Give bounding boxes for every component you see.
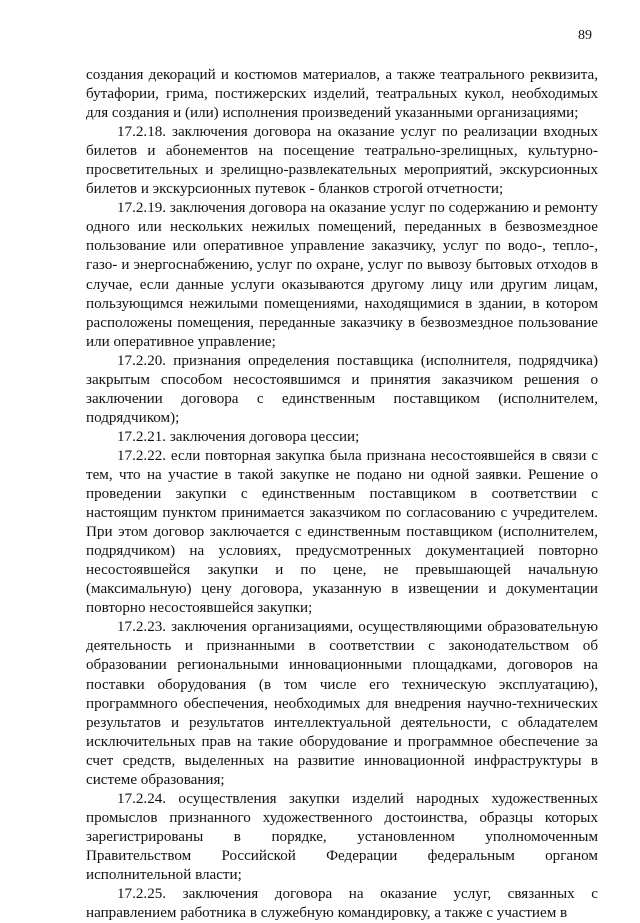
paragraph-continuation: создания декораций и костюмов материалов, а также театрального реквизита, бутафории, грима, постижерских изделий, театральных кукол, необходимых для создания и (или) исполнения произведений указанными организациями;	[86, 67, 598, 122]
paragraph-17-2-19: 17.2.19. заключения договора на оказание услуг по содержанию и ремонту одного или нескольких нежилых помещений, переданных в безвозмездное пользование или оперативное управление заказчику, услуг по водо-, тепло-, газо- и энергоснабжению, услуг по охране, услуг по вывозу бытовых отходов в случае, если данные услуги оказываются другому лицу или другим лицам, пользующимся нежилыми помещениями, находящимися в здании, в котором расположены помещения, переданные заказчику в безвозмездное пользование или оперативное управление;	[86, 200, 598, 350]
document-body	[86, 66, 598, 923]
paragraph-17-2-18: 17.2.18. заключения договора на оказание услуг по реализации входных билетов и абонементов на посещение театрально-зрелищных, культурно-просветительных и зрелищно-развлекательных мероприятий, экскурсионных билетов и экскурсионных путевок - бланков строгой отчетности;	[86, 124, 598, 198]
page-number: 89	[578, 28, 592, 43]
paragraph-17-2-24: 17.2.24. осуществления закупки изделий народных художественных промыслов признанного художественного достоинства, образцы которых зарегистрированы в порядке, установленном уполномоченным Правительством Российской Федерации федеральным органом исполнительной власти;	[86, 790, 598, 883]
paragraph-17-2-22: 17.2.22. если повторная закупка была признана несостоявшейся в связи с тем, что на участие в такой закупке не подано ни одной заявки. Решение о проведении закупки с единственным поставщиком в соответствии с настоящим пунктом принимается заказчиком по согласованию с учредителем. При этом договор заключается с единственным поставщиком (исполнителем, подрядчиком) на условиях, предусмотренных документацией повторно несостоявшейся закупки и по цене, не превышающей начальную (максимальную) цену договора, указанную в извещении и документации повторно несостоявшейся закупки;	[86, 447, 598, 617]
paragraph-17-2-25: 17.2.25. заключения договора на оказание услуг, связанных с направлением работника в служебную командировку, а также с участием в	[86, 886, 598, 922]
paragraph-17-2-21: 17.2.21. заключения договора цессии;	[117, 428, 360, 445]
paragraph-17-2-20: 17.2.20. признания определения поставщика (исполнителя, подрядчика) закрытым способом несостоявшимся и принятия заказчиком решения о заключении договора с единственным поставщиком (исполнителем, подрядчиком);	[86, 352, 598, 426]
paragraph-17-2-23: 17.2.23. заключения организациями, осуществляющими образовательную деятельность и признанными в соответствии с законодательством об образовании региональными инновационными площадками, договоров на поставки оборудования (в том числе его техническую эксплуатацию), программного обеспечения, необходимых для внедрения научно-технических результатов и результатов интеллектуальной деятельности, с обладателем исключительных прав на такие оборудование и программное обеспечение за счет средств, выделенных на развитие инновационной инфраструктуры в системе образования;	[86, 619, 598, 788]
